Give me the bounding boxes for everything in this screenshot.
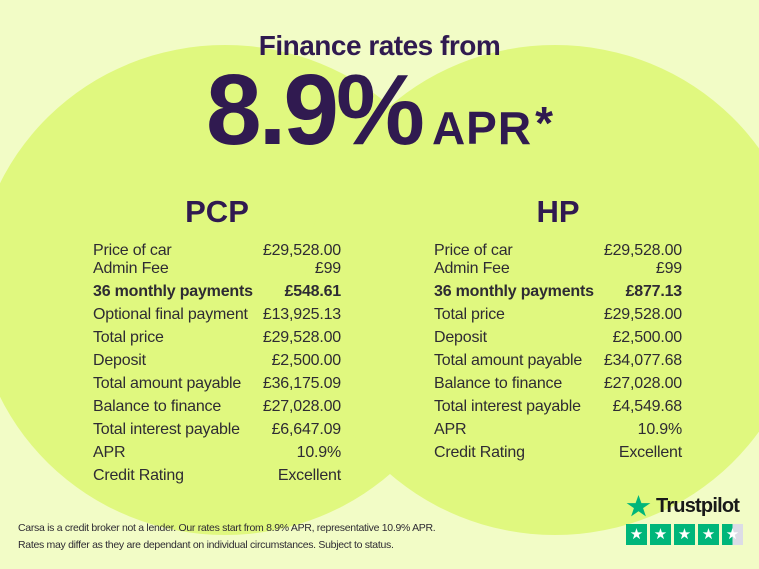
trustpilot-widget[interactable]: [626, 494, 743, 545]
row-value: £27,028.00: [262, 397, 341, 415]
trustpilot-rating-star-2: [650, 524, 671, 545]
row-label: Admin Fee: [434, 259, 510, 277]
finance-row: [93, 352, 341, 370]
row-label: Price of car: [93, 242, 172, 259]
row-label: Total price: [434, 305, 505, 323]
row-label: Deposit: [93, 351, 146, 369]
row-value: £29,528.00: [603, 242, 682, 259]
trustpilot-wordmark: Trustpilot: [656, 495, 740, 517]
star-glyph: ★: [701, 525, 716, 543]
finance-row: [434, 260, 682, 278]
row-label: APR: [93, 443, 126, 461]
pcp-finance-table: [93, 194, 341, 484]
row-label: Balance to finance: [93, 397, 222, 415]
row-label: Total interest payable: [434, 397, 581, 415]
hp-title: HP: [536, 194, 580, 229]
finance-row: [93, 283, 341, 301]
row-value: £34,077.68: [603, 351, 682, 369]
row-label: 36 monthly payments: [434, 282, 594, 300]
star-glyph: ★: [629, 525, 644, 543]
row-label: Total amount payable: [434, 351, 583, 369]
disclaimer-line-1: Carsa is a credit broker not a lender. Our rates start from 8.9% APR, representative 10.9% APR.: [18, 522, 436, 535]
row-value: £36,175.09: [262, 374, 341, 392]
row-label: APR: [434, 420, 467, 438]
row-value: £4,549.68: [612, 397, 682, 415]
row-value: £548.61: [284, 282, 341, 300]
row-value: £27,028.00: [603, 374, 682, 392]
row-label: Deposit: [434, 328, 487, 346]
row-value: £2,500.00: [271, 351, 341, 369]
finance-row: [434, 329, 682, 347]
row-label: Total amount payable: [93, 374, 242, 392]
row-value: 10.9%: [637, 420, 682, 438]
finance-row: [434, 375, 682, 393]
row-value: £99: [314, 259, 341, 277]
row-value: £13,925.13: [262, 305, 341, 323]
finance-row: [93, 242, 341, 260]
trustpilot-rating-star-3: [674, 524, 695, 545]
row-label: Price of car: [434, 242, 513, 259]
row-value: £29,528.00: [262, 328, 341, 346]
star-glyph: ★: [653, 525, 668, 543]
row-label: Admin Fee: [93, 259, 169, 277]
disclaimer-line-2: Rates may differ as they are dependant on individual circumstances. Subject to status.: [18, 539, 394, 552]
row-label: Total interest payable: [93, 420, 240, 438]
banner-title: Finance rates from: [258, 30, 501, 61]
finance-row: [93, 467, 341, 485]
row-value: £29,528.00: [603, 305, 682, 323]
finance-row: [434, 283, 682, 301]
finance-row: [93, 260, 341, 278]
row-value: Excellent: [277, 466, 341, 484]
trustpilot-rating-stars: [626, 524, 743, 545]
finance-row: [434, 421, 682, 439]
finance-row: [434, 306, 682, 324]
row-label: Total price: [93, 328, 164, 346]
row-value: £99: [655, 259, 682, 277]
row-label: 36 monthly payments: [93, 282, 253, 300]
row-value: £29,528.00: [262, 242, 341, 259]
finance-row: [93, 306, 341, 324]
finance-row: [93, 421, 341, 439]
trustpilot-logo: [626, 494, 739, 519]
pcp-rows: [93, 242, 341, 484]
row-label: Credit Rating: [434, 443, 525, 461]
trustpilot-rating-star-5: [722, 524, 743, 545]
rate-value: 8.9%: [206, 54, 422, 166]
star-glyph: ★: [725, 525, 740, 543]
finance-row: [93, 329, 341, 347]
row-value: £6,647.09: [271, 420, 341, 438]
finance-row: [434, 242, 682, 260]
row-value: 10.9%: [296, 443, 341, 461]
trustpilot-rating-star-1: [626, 524, 647, 545]
apr-asterisk: *: [535, 97, 553, 149]
star-glyph: ★: [677, 525, 692, 543]
row-value: £877.13: [625, 282, 682, 300]
hp-rows: [434, 242, 682, 461]
pcp-title: PCP: [185, 194, 249, 229]
finance-row: [434, 352, 682, 370]
row-label: Balance to finance: [434, 374, 563, 392]
disclaimer-text: [18, 520, 435, 554]
trustpilot-star-icon: [626, 494, 651, 519]
row-label: Optional final payment: [93, 305, 248, 323]
row-value: Excellent: [618, 443, 682, 461]
row-label: Credit Rating: [93, 466, 184, 484]
finance-row: [93, 398, 341, 416]
headline-rate: [0, 54, 759, 166]
row-value: £2,500.00: [612, 328, 682, 346]
trustpilot-rating-star-4: [698, 524, 719, 545]
apr-label: APR: [431, 102, 533, 154]
finance-row: [434, 398, 682, 416]
hp-finance-table: [434, 194, 682, 461]
finance-row: [93, 375, 341, 393]
finance-row: [434, 444, 682, 462]
finance-row: [93, 444, 341, 462]
